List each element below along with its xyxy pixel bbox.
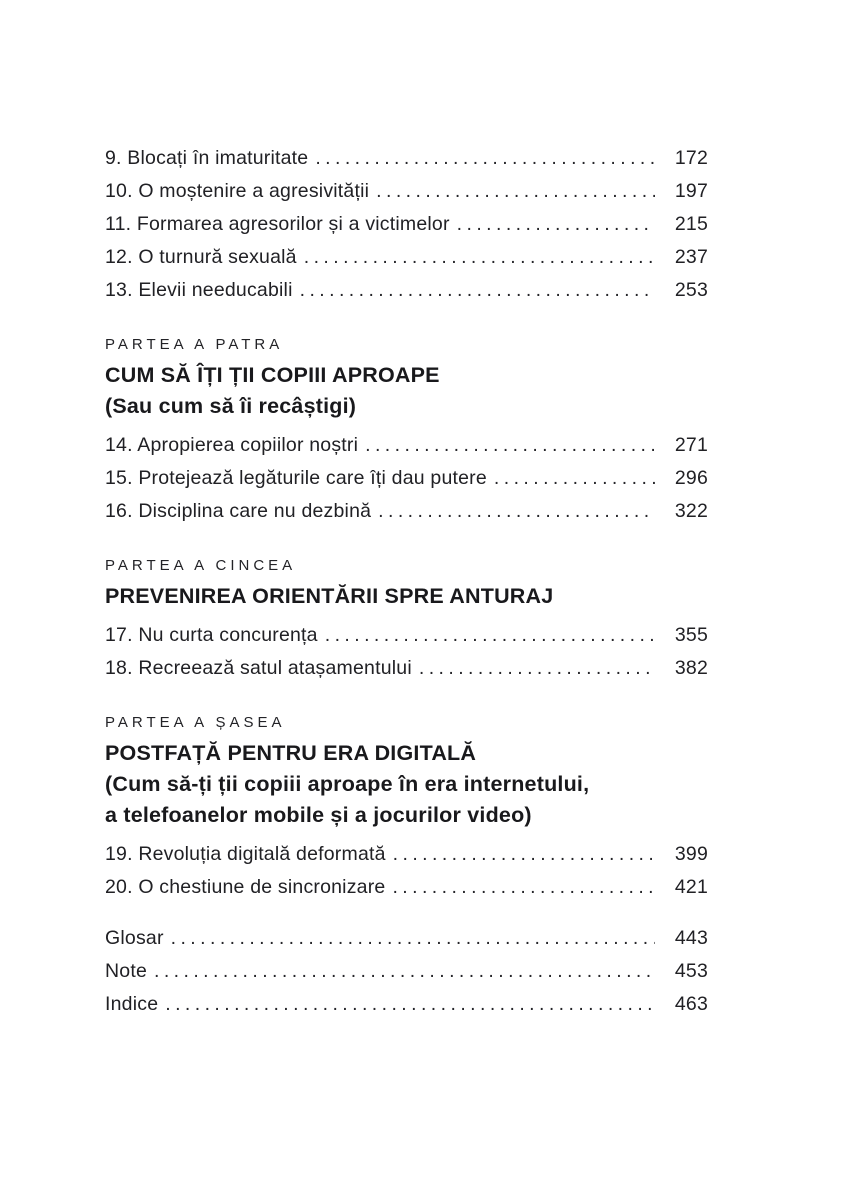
dot-leader [494,462,655,495]
toc-entry-page: 172 [674,147,708,169]
section-entries [105,838,708,904]
toc-entry-label: 11. Formarea agresorilor și a victimelor [105,213,450,235]
section-entries [105,429,708,528]
dot-leader [378,495,655,528]
toc-entry-label: Note [105,960,147,982]
toc-entry-label: 15. Protejează legăturile care îți dau putere [105,467,487,489]
toc-entry-label: 12. O turnură sexuală [105,246,297,268]
toc-entry [105,241,708,274]
dot-leader [376,175,655,208]
toc-entry-page: 355 [674,624,708,646]
section-title-line1: PREVENIREA ORIENTĂRII SPRE ANTURAJ [105,584,554,608]
dot-leader [300,274,655,307]
section-kicker: PARTEA A CINCEA [105,557,297,574]
toc-entry-page: 237 [674,246,708,268]
section-entries [105,619,708,685]
dot-leader [419,652,655,685]
toc-entry-page: 322 [674,500,708,522]
dot-leader [171,922,655,955]
toc-entry [105,619,708,652]
section-kicker: PARTEA A PATRA [105,336,284,353]
toc-entry-page: 253 [674,279,708,301]
toc-entry-page: 421 [674,876,708,898]
toc-entry-label: 17. Nu curta concurența [105,624,318,646]
toc-entry [105,495,708,528]
toc-entry-page: 296 [674,467,708,489]
toc-entry [105,142,708,175]
toc-entry-page: 443 [674,927,708,949]
toc-entry-label: 9. Blocați în imaturitate [105,147,309,169]
toc-entry-label: 13. Elevii needucabili [105,279,293,301]
dot-leader [457,208,655,241]
dot-leader [365,429,655,462]
dot-leader [325,619,655,652]
toc-entry [105,462,708,495]
toc-entry-label: Glosar [105,927,164,949]
section-title-line2: (Cum să-ți ții copiii aproape în era internetului, [105,772,590,796]
section-title-line1: CUM SĂ ÎȚI ȚII COPIII APROAPE [105,363,440,387]
section-title [105,738,708,831]
dot-leader [154,955,655,988]
section-title-line3: a telefoanelor mobile și a jocurilor video) [105,803,532,827]
toc-entry [105,652,708,685]
toc-section-part5 [105,555,708,685]
toc-entry-label: 19. Revoluția digitală deformată [105,843,386,865]
toc-top-entries [105,142,708,307]
toc-entry [105,922,708,955]
toc-entry-label: 16. Disciplina care nu dezbină [105,500,372,522]
dot-leader [393,838,655,871]
toc-section-part6 [105,712,708,904]
toc-entry-page: 399 [674,843,708,865]
toc-entry [105,274,708,307]
toc-section-part4 [105,334,708,528]
toc-entry [105,208,708,241]
toc-back-matter [105,922,708,1021]
toc-entry-label: 10. O moștenire a agresivității [105,180,370,202]
dot-leader [315,142,655,175]
dot-leader [304,241,655,274]
toc-entry-page: 215 [674,213,708,235]
toc-entry-page: 271 [674,434,708,456]
toc-entry-label: 14. Apropierea copiilor noștri [105,434,359,456]
toc-entry [105,838,708,871]
toc-entry-page: 197 [674,180,708,202]
toc-entry-label: Indice [105,993,159,1015]
dot-leader [165,988,655,1021]
section-title-line1: POSTFAȚĂ PENTRU ERA DIGITALĂ [105,741,477,765]
toc-entry-label: 20. O chestiune de sincronizare [105,876,386,898]
section-title [105,581,708,612]
toc-entry-page: 463 [674,993,708,1015]
toc-entry [105,429,708,462]
toc-entry-page: 382 [674,657,708,679]
section-kicker: PARTEA A ȘASEA [105,714,286,731]
toc-entry [105,871,708,904]
section-title-line2: (Sau cum să îi recâștigi) [105,394,357,418]
toc-entry-page: 453 [674,960,708,982]
section-title [105,360,708,422]
toc-entry [105,175,708,208]
toc-entry [105,988,708,1021]
toc-entry [105,955,708,988]
toc-entry-label: 18. Recreează satul atașamentului [105,657,412,679]
dot-leader [392,871,655,904]
